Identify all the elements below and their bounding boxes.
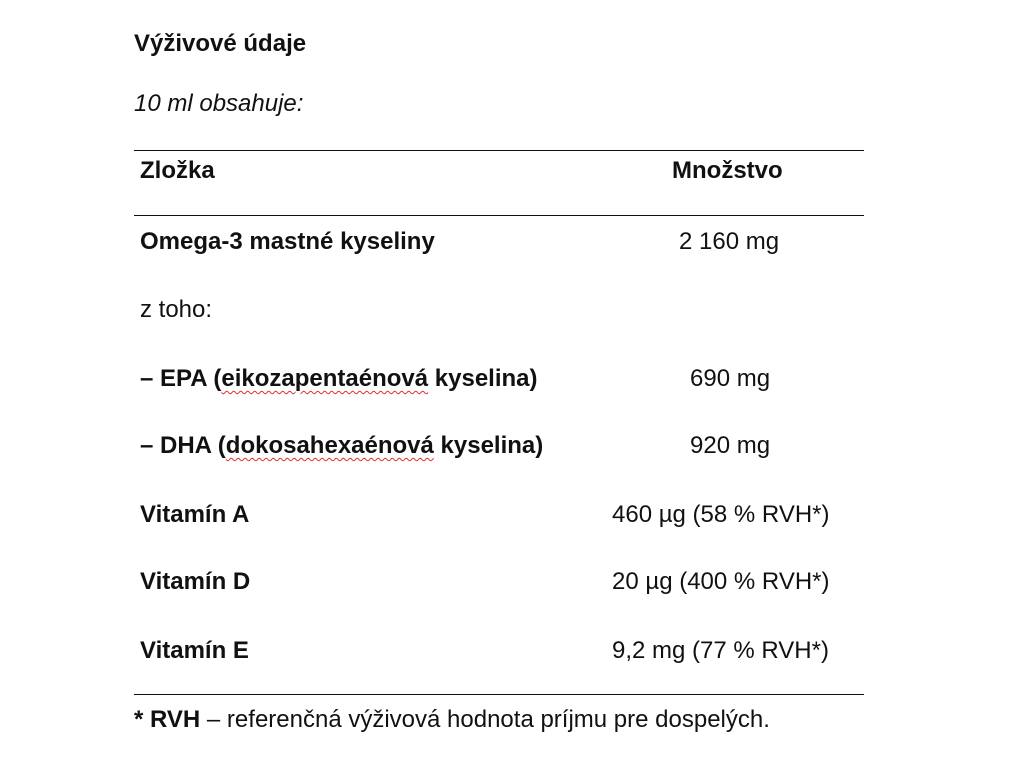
document-subtitle: 10 ml obsahuje: <box>134 90 304 117</box>
row-value: 920 mg <box>690 432 771 459</box>
row-label-prefix: – DHA ( <box>140 432 226 459</box>
document-title: Výživové údaje <box>134 30 307 57</box>
footnote-term: * RVH <box>134 706 201 733</box>
row-label-suffix: kyselina) <box>433 432 544 459</box>
header-component: Zložka <box>140 157 215 184</box>
row-label: Vitamín E <box>140 637 249 664</box>
row-value: 460 µg (58 % RVH*) <box>612 501 830 528</box>
table-bottom-rule <box>134 694 864 695</box>
row-label-prefix: – EPA ( <box>140 365 222 392</box>
spellcheck-underlined-word: eikozapentaénová <box>221 365 429 392</box>
table-top-rule <box>134 150 864 151</box>
row-value: 2 160 mg <box>679 228 780 255</box>
row-label: Vitamín D <box>140 568 251 595</box>
table-header-rule <box>134 215 864 216</box>
row-value: 20 µg (400 % RVH*) <box>612 568 830 595</box>
row-label <box>140 430 543 462</box>
row-label-suffix: kyselina) <box>428 365 538 392</box>
header-amount: Množstvo <box>672 157 783 184</box>
row-value: 690 mg <box>690 365 771 392</box>
spellcheck-underlined-word: dokosahexaénová <box>225 432 434 459</box>
row-label <box>140 363 538 395</box>
row-label: Omega-3 mastné kyseliny <box>140 228 435 255</box>
footnote-text: – referenčná výživová hodnota príjmu pre dospelých. <box>200 706 770 733</box>
row-label: Vitamín A <box>140 501 250 528</box>
row-label: z toho: <box>140 296 213 323</box>
row-value: 9,2 mg (77 % RVH*) <box>612 637 829 664</box>
footnote <box>134 704 770 736</box>
